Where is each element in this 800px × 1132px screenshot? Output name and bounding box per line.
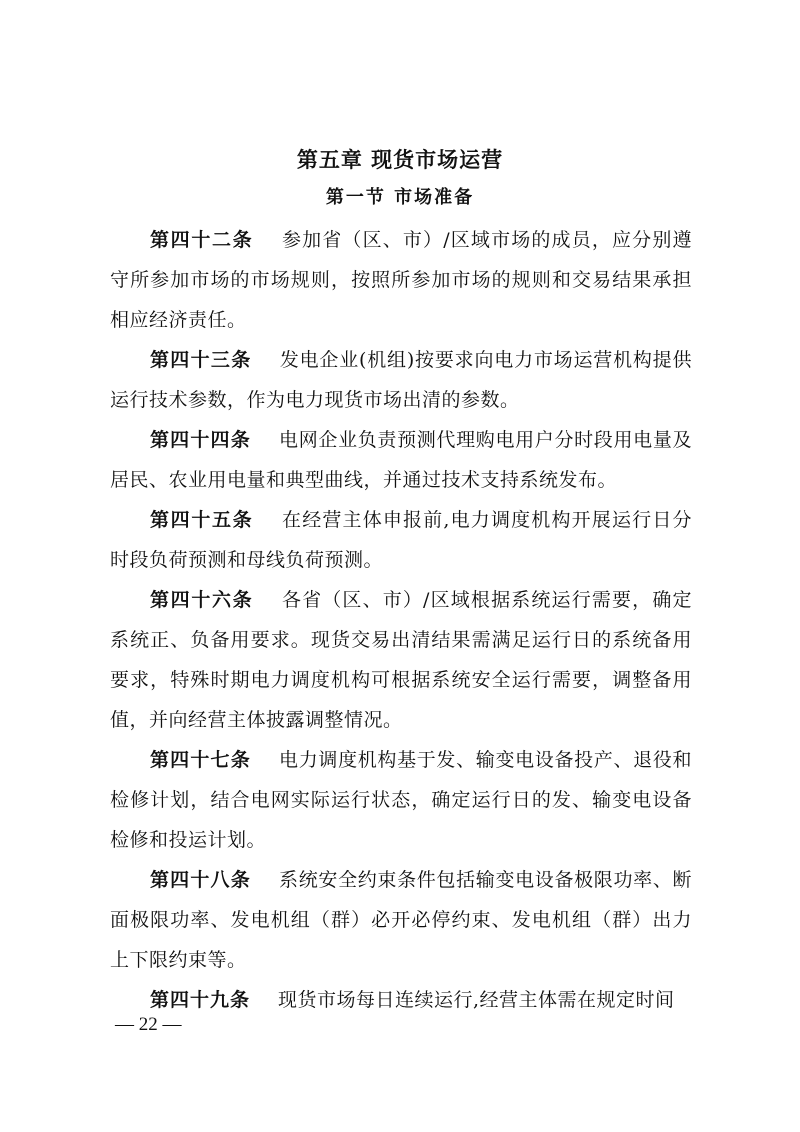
article-42 [110,220,692,340]
article-number: 第四十四条 [150,429,251,451]
article-48 [110,860,692,980]
document-body [110,220,692,1020]
article-46 [110,580,692,740]
section-title: 第一节 市场准备 [325,187,475,208]
article-47 [110,740,692,860]
article-44 [110,420,692,500]
chapter-title: 第五章 现货市场运营 [296,148,504,172]
article-number: 第四十二条 [150,229,254,251]
article-number: 第四十九条 [150,989,251,1011]
article-number: 第四十三条 [150,349,252,371]
article-text: 系统安全约束条件包括输变电设备极限功率、断面极限功率、发电机组（群）必开必停约束、发电机组（群）出力上下限约束等。 [110,869,692,971]
article-text: 现货市场每日连续运行,经营主体需在规定时间 [278,989,675,1011]
article-number: 第四十七条 [150,749,251,771]
article-45 [110,500,692,580]
article-text: 在经营主体申报前,电力调度机构开展运行日分时段负荷预测和母线负荷预测。 [110,509,692,571]
article-text: 电力调度机构基于发、输变电设备投产、退役和检修计划，结合电网实际运行状态，确定运行日的发、输变电设备检修和投运计划。 [110,749,692,851]
page-number: — 22 — [115,1014,182,1035]
article-49 [110,980,692,1020]
article-43 [110,340,692,420]
article-number: 第四十八条 [150,869,251,891]
article-text: 电网企业负责预测代理购电用户分时段用电量及居民、农业用电量和典型曲线，并通过技术支持系统发布。 [110,429,692,491]
article-text: 参加省（区、市）/区域市场的成员，应分别遵守所参加市场的市场规则，按照所参加市场的规则和交易结果承担相应经济责任。 [110,229,692,331]
article-number: 第四十六条 [150,589,254,611]
article-text: 各省（区、市）/区域根据系统运行需要，确定系统正、负备用要求。现货交易出清结果需满足运行日的系统备用要求，特殊时期电力调度机构可根据系统安全运行需要，调整备用值，并向经营主体披露调整情况。 [110,589,692,731]
article-number: 第四十五条 [150,509,254,531]
article-text: 发电企业(机组)按要求向电力市场运营机构提供运行技术参数，作为电力现货市场出清的参数。 [110,349,692,411]
